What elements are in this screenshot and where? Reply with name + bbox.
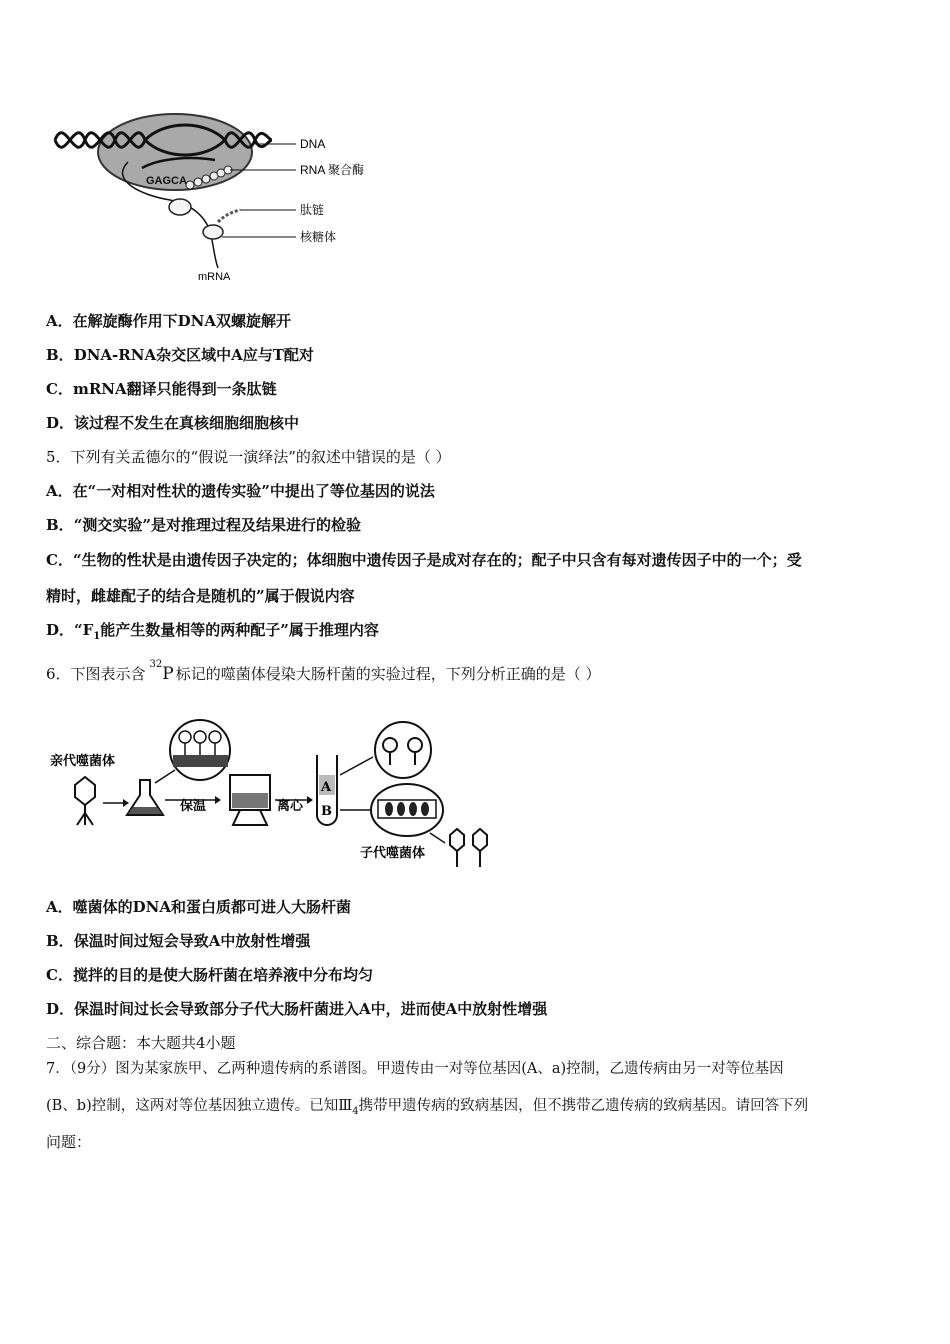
q4-option-a: A．在解旋酶作用下DNA双螺旋解开 bbox=[46, 312, 291, 330]
label-dna: DNA bbox=[300, 137, 326, 151]
phage-experiment-figure bbox=[45, 715, 495, 875]
label-offspring-phage: 子代噬菌体 bbox=[360, 846, 426, 861]
q5-option-d: D．“$F_1$能产生数量相等的两种配子”属于推理内容 bbox=[46, 621, 379, 642]
q6-option-a: A．噬菌体的DNA和蛋白质都可进人大肠杆菌 bbox=[46, 898, 351, 916]
section-2-title: 二、综合题：本大题共4小题 bbox=[46, 1034, 236, 1052]
ribosome-upper bbox=[169, 199, 191, 215]
peptide-chain bbox=[218, 210, 240, 222]
label-peptide: 肽链 bbox=[300, 203, 325, 217]
offspring-phage-icons bbox=[450, 829, 487, 867]
transcription-translation-figure bbox=[50, 110, 390, 285]
q7-line-3: 问题： bbox=[46, 1133, 92, 1151]
q5-option-a: A．在“一对相对性状的遗传实验”中提出了等位基因的说法 bbox=[46, 482, 435, 500]
q7-line-1: 7．（9分）图为某家族甲、乙两种遗传病的系谱图。甲遗传由一对等位基因(A、a)控制，乙遗传病由另一对等位基因 bbox=[46, 1061, 784, 1077]
label-mrna: mRNA bbox=[198, 271, 231, 283]
q5-option-b: B．“测交实验”是对推理过程及结果进行的检验 bbox=[46, 516, 361, 534]
q5-option-c-cont: 精时，雌雄配子的结合是随机的”属于假说内容 bbox=[46, 587, 355, 605]
q6-stem: 6．下图表示含$^{32}$P 标记的噬菌体侵染大肠杆菌的实验过程，下列分析正确的是（ ） bbox=[46, 659, 601, 684]
q4-option-d: D．该过程不发生在真核细胞细胞核中 bbox=[46, 414, 300, 432]
label-layer-a: A bbox=[321, 780, 332, 795]
label-layer-b: B bbox=[321, 804, 332, 819]
q7-line-2: (B、b)控制，这两对等位基因独立遗传。已知$Ⅲ_4$携带甲遗传病的致病基因，但不携带乙遗传病的致病基因。请回答下列 bbox=[46, 1098, 809, 1117]
arrow-to-offspring bbox=[430, 833, 445, 843]
q5-option-c: C．“生物的性状是由遗传因子决定的；体细胞中遗传因子是成对存在的；配子中只含有每对遗传因子中的一个；受 bbox=[46, 551, 802, 569]
label-parent-phage: 亲代噬菌体 bbox=[50, 754, 116, 769]
label-incubate: 保温 bbox=[180, 799, 207, 814]
ribosome-lower bbox=[203, 225, 223, 239]
supernatant-circle bbox=[375, 722, 431, 778]
q6-option-d: D．保温时间过长会导致部分子代大肠杆菌进入A中，进而使A中放射性增强 bbox=[46, 1000, 548, 1018]
q4-option-c: C．mRNA翻译只能得到一条肽链 bbox=[46, 380, 277, 398]
q6-option-c: C．搅拌的目的是使大肠杆菌在培养液中分布均匀 bbox=[46, 966, 373, 984]
sequence-label: GAGCA bbox=[146, 175, 187, 187]
label-centrifuge: 离心 bbox=[277, 799, 304, 814]
parent-phage-icon bbox=[75, 777, 95, 825]
label-rna-polymerase: RNA 聚合酶 bbox=[300, 163, 365, 177]
arrow-magnify bbox=[155, 770, 175, 783]
q4-option-b: B．DNA-RNA杂交区域中A应与T配对 bbox=[46, 346, 314, 364]
q6-option-b: B．保温时间过短会导致A中放射性增强 bbox=[46, 932, 311, 950]
q5-stem: 5．下列有关孟德尔的“假说一演绎法”的叙述中错误的是（ ） bbox=[46, 448, 451, 466]
arrow-to-top bbox=[340, 757, 373, 775]
label-ribosome: 核糖体 bbox=[300, 230, 337, 244]
